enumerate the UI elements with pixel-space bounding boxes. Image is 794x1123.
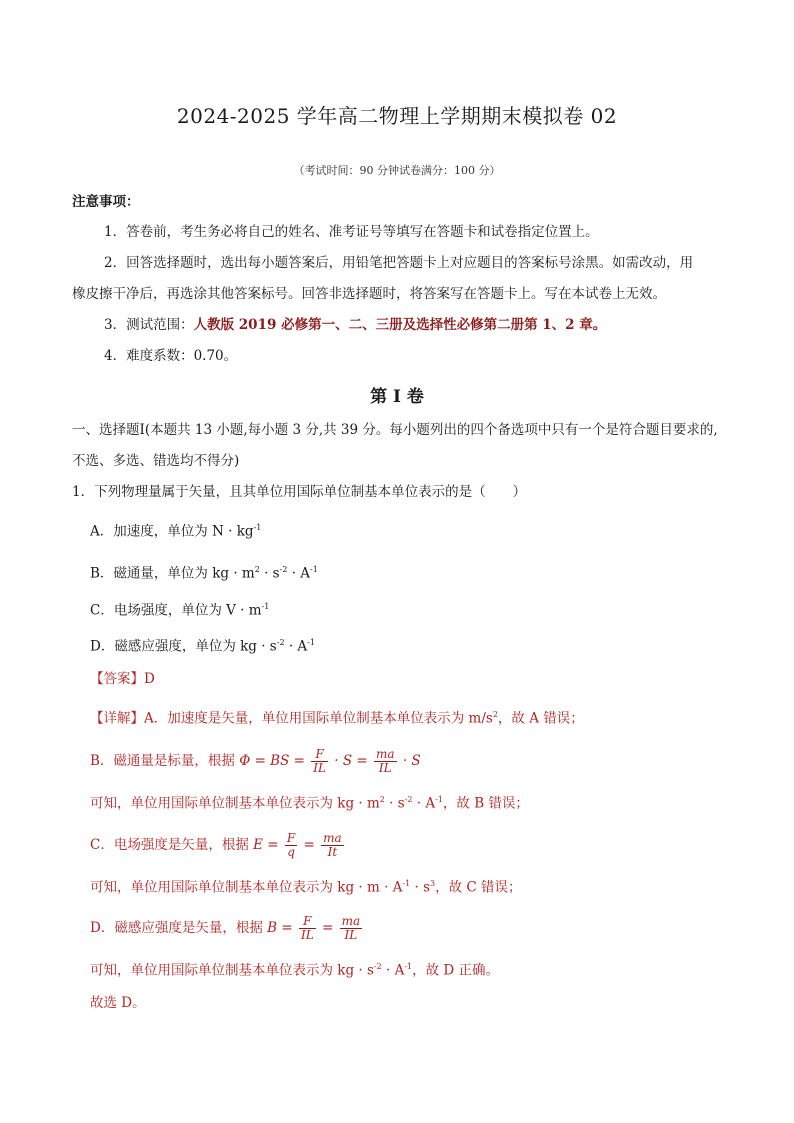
option-a-text: A．加速度，单位为 N · kg [90, 523, 254, 540]
option-c-text: C．电场强度，单位为 V · m [90, 602, 262, 619]
option-c: C．电场强度，单位为 $V \cdot m^{-1}$ [90, 602, 270, 619]
explanation-a-end: ，故 A 错误； [497, 710, 584, 727]
formula-flux: Φ = BS = $\frac{F}{IL}$ · S = $\frac{ma}{IL}$ · S [239, 747, 421, 775]
explanation-b2: 可知，单位用国际单位制基本单位表示为 kg · $m^2 \cdot s^{-2} \cdot A^{-1}$，故 B 错误； [90, 795, 529, 812]
explanation-tag: 【详解】 [90, 710, 144, 727]
notice-4: 4．难度系数：0.70。 [104, 348, 238, 364]
exam-info: （考试时间：90 分钟试卷满分：100 分） [293, 164, 501, 177]
intro-line-2: 不选、多选、错选均不得分) [72, 453, 240, 469]
formula-field: E = $\frac{F}{q}$ = $\frac{ma}{It}$ [253, 831, 342, 859]
page-title: 2024-2025 学年高二物理上学期期末模拟卷 02 [176, 104, 618, 128]
explanation-c-text: C．电场强度是矢量，根据 [90, 837, 249, 853]
explanation-d2-end: ，故 D 正确。 [412, 962, 500, 979]
explanation-b [90, 748, 421, 775]
explanation-c2: 可知，单位用国际单位制基本单位表示为 kg · $m \cdot A^{-1} \cdot s^3$，故 C 错误； [90, 879, 522, 896]
explanation-c [90, 832, 346, 859]
explanation-d [90, 915, 364, 942]
explanation-b-text: B．磁通量是标量，根据 [90, 753, 235, 769]
answer: 【答案】D [90, 671, 155, 687]
notice-1: 1．答卷前，考生务必将自己的姓名、准考证号等填写在答题卡和试卷指定位置上。 [104, 224, 599, 240]
explanation-a-text: A．加速度是矢量，单位用国际单位制基本单位表示为 m/s [144, 710, 493, 727]
explanation-a: 【详解】A．加速度是矢量，单位用国际单位制基本单位表示为 $m/s^2$，故 A 错误； [90, 710, 584, 727]
formula-induction: B = $\frac{F}{IL}$ = $\frac{ma}{IL}$ [267, 914, 361, 942]
option-d: D．磁感应强度，单位为 kg · $s^{-2} \cdot A^{-1}$ [90, 638, 315, 655]
question-1-stem: 1．下列物理量属于矢量，且其单位用国际单位制基本单位表示的是（ ） [72, 484, 527, 500]
notice-3 [104, 315, 606, 335]
explanation-d-text: D．磁感应强度是矢量，根据 [90, 920, 263, 936]
notice-heading: 注意事项： [72, 194, 140, 210]
notice-3-range: 人教版 2019 必修第一、二、三册及选择性必修第二册第 1、2 章。 [193, 317, 607, 333]
explanation-d2-text: 可知，单位用国际单位制基本单位表示为 kg · s [90, 962, 374, 979]
explanation-c2-end: ，故 C 错误； [435, 879, 522, 896]
notice-2a: 2．回答选择题时，选出每小题答案后，用铅笔把答题卡上对应题目的答案标号涂黑。如需改动，用 [104, 255, 694, 271]
intro-line-1: 一、选择题Ⅰ(本题共 13 小题,每小题 3 分,共 39 分。每小题列出的四个备选项中只有一个是符合题目要求的, [72, 422, 718, 438]
notice-3-prefix: 3．测试范围： [104, 317, 194, 333]
notice-2b: 橡皮擦干净后，再选涂其他答案标号。回答非选择题时，将答案写在答题卡上。写在本试卷上无效。 [72, 286, 666, 302]
explanation-d2: 可知，单位用国际单位制基本单位表示为 kg · $s^{-2} \cdot A^{-1}$，故 D 正确。 [90, 962, 500, 979]
option-b-text: B．磁通量，单位为 kg · m [90, 565, 255, 582]
option-d-text: D．磁感应强度，单位为 kg · s [90, 638, 277, 655]
section-title: 第 I 卷 [370, 387, 424, 407]
explanation-b2-end: ，故 B 错误； [442, 795, 529, 812]
explanation-c2-text: 可知，单位用国际单位制基本单位表示为 kg · m · A [90, 879, 403, 896]
option-a: A．加速度，单位为 $N \cdot kg^{-1}$ [90, 523, 262, 540]
option-b: B．磁通量，单位为 kg · $m^2 \cdot s^{-2} \cdot A^{-1}$ [90, 565, 318, 582]
explanation-b2-text: 可知，单位用国际单位制基本单位表示为 kg · m [90, 795, 380, 812]
final-choice: 故选 D。 [90, 995, 146, 1011]
